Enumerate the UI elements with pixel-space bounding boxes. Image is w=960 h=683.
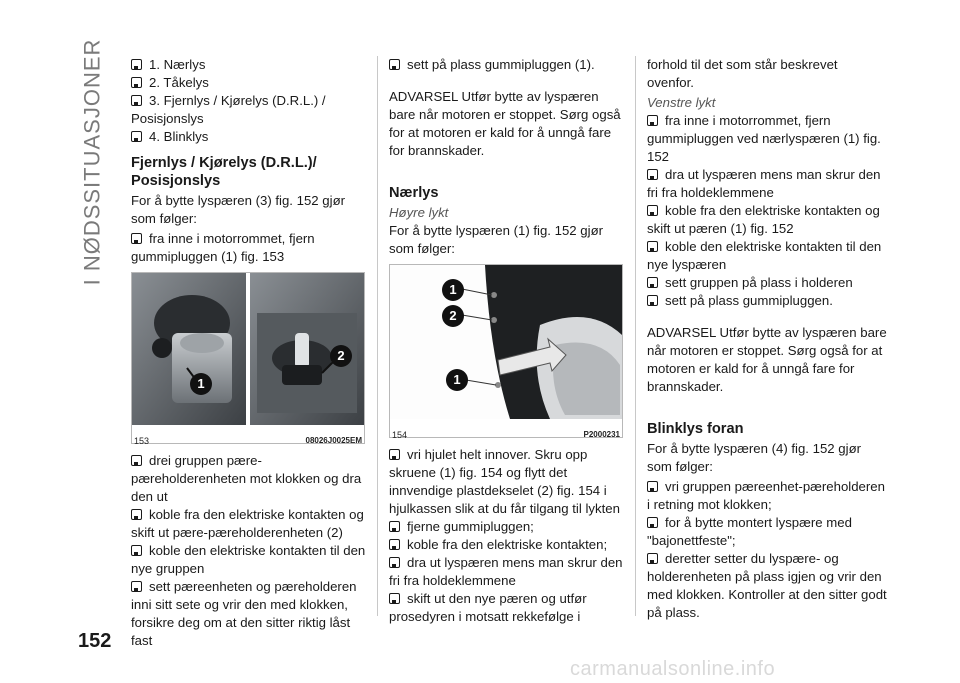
list-item: koble fra den elektriske kontakten;	[389, 536, 625, 554]
section-heading: Nærlys	[389, 185, 439, 201]
bullet-icon	[131, 545, 142, 556]
list-item: dra ut lyspæren mens man skrur den fri fra holdeklemmene	[647, 167, 881, 200]
watermark: carmanualsonline.info	[570, 658, 776, 680]
list-item: for å bytte montert lyspære med "bajonettfeste";	[647, 515, 852, 548]
list-item: fjerne gummipluggen;	[389, 518, 625, 536]
bullet-icon	[131, 581, 142, 592]
bullet-icon	[131, 95, 142, 106]
bullet-icon	[389, 539, 400, 550]
figure-caption	[390, 424, 622, 444]
bullet-icon	[647, 517, 658, 528]
figure-number: 153	[134, 436, 150, 446]
list-item: koble den elektriske kontakten til den nye gruppen	[131, 543, 366, 576]
subheading: Venstre lykt	[647, 95, 716, 110]
bullet-icon	[389, 593, 400, 604]
bullet-icon	[647, 481, 658, 492]
list-item: 3. Fjernlys / Kjørelys (D.R.L.) / Posisjonslys	[131, 93, 326, 126]
column-divider	[635, 56, 636, 616]
bullet-icon	[647, 553, 658, 564]
figure-number: 154	[392, 430, 408, 440]
figure-code: 08026J0025EM	[305, 436, 362, 445]
bullet-icon	[647, 295, 658, 306]
list-item: 1. Nærlys	[131, 56, 367, 74]
page-number: 152	[78, 630, 112, 652]
column-1	[131, 56, 367, 650]
bullet-icon	[647, 115, 658, 126]
bullet-icon	[389, 521, 400, 532]
list-item: sett pæreenheten og pæreholderen inni sitt sete og vrir den med klokken, forsikre deg om at den sitter riktig låst fast	[131, 579, 357, 648]
bullet-icon	[647, 169, 658, 180]
list-item: vri hjulet helt innover. Skru opp skruene (1) fig. 154 og flytt det innvendige plastdekselet (2) fig. 154 i hjulkassen slik at du får tilgang til lykten	[389, 447, 620, 516]
list-item: 4. Blinklys	[131, 128, 367, 146]
section-heading: Blinklys foran	[647, 421, 744, 437]
figure-callout: 2	[330, 345, 352, 367]
list-item: drei gruppen pære-pæreholderenheten mot klokken og dra den ut	[131, 453, 362, 504]
bullet-icon	[131, 233, 142, 244]
figure-154	[389, 264, 623, 438]
list-item: dra ut lyspæren mens man skrur den fri fra holdeklemmene	[389, 555, 623, 588]
bullet-icon	[647, 241, 658, 252]
intro-text: For å bytte lyspæren (3) fig. 152 gjør som følger:	[131, 193, 346, 226]
figure-code: P2000231	[583, 430, 620, 439]
list-item: koble den elektriske kontakten til den nye lyspæren	[647, 239, 882, 272]
bullet-icon	[131, 455, 142, 466]
list-item: sett på plass gummipluggen (1).	[389, 56, 625, 74]
bullet-icon	[647, 277, 658, 288]
figure-callout: 1	[442, 279, 464, 301]
intro-text: For å bytte lyspæren (4) fig. 152 gjør som følger:	[647, 441, 862, 474]
list-item: vri gruppen pæreenhet-pæreholderen i retning mot klokken;	[647, 479, 885, 512]
list-item: sett på plass gummipluggen.	[647, 292, 887, 310]
list-item: fra inne i motorrommet, fjern gummipluggen ved nærlyspæren (1) fig. 152	[647, 113, 881, 164]
bullet-icon	[389, 557, 400, 568]
list-item: fra inne i motorrommet, fjern gummipluggen (1) fig. 153	[131, 231, 315, 264]
column-3	[647, 56, 887, 622]
list-item: deretter setter du lyspære- og holderenheten på plass igjen og vrir den med klokken. Kontroller at den sitter godt på plass.	[647, 551, 887, 620]
figure-caption	[132, 430, 364, 450]
figure-callout: 1	[190, 373, 212, 395]
column-divider	[377, 56, 378, 616]
list-item: koble fra den elektriske kontakten og skift ut pære-pæreholderenheten (2)	[131, 507, 364, 540]
warning-text: ADVARSEL Utfør bytte av lyspæren bare når motoren er stoppet. Sørg også for at motoren er kald for å unngå fare for brannskader.	[647, 325, 887, 394]
warning-text: ADVARSEL Utfør bytte av lyspæren bare når motoren er stoppet. Sørg også for at motoren er kald for å unngå fare for brannskader.	[389, 89, 621, 158]
intro-text: For å bytte lyspæren (1) fig. 152 gjør som følger:	[389, 223, 604, 256]
column-2	[389, 56, 625, 626]
section-heading: Fjernlys / Kjørelys (D.R.L.)/ Posisjonslys	[131, 155, 317, 189]
list-item: skift ut den nye pæren og utfør prosedyren i motsatt rekkefølge i	[389, 591, 587, 624]
continued-text: forhold til det som står beskrevet ovenfor.	[647, 57, 838, 90]
bullet-icon	[131, 131, 142, 142]
bullet-icon	[131, 59, 142, 70]
wheel-arch-image	[390, 265, 622, 419]
list-item: 2. Tåkelys	[131, 74, 367, 92]
figure-callout: 1	[446, 369, 468, 391]
bullet-icon	[131, 77, 142, 88]
section-side-tab	[79, 38, 104, 286]
figure-153	[131, 272, 365, 444]
bullet-icon	[389, 449, 400, 460]
figure-callout: 2	[442, 305, 464, 327]
subheading: Høyre lykt	[389, 205, 449, 220]
bullet-icon	[131, 509, 142, 520]
bullet-icon	[389, 59, 400, 70]
section-title: I NØDSSITUASJONER	[79, 38, 104, 286]
list-item: koble fra den elektriske kontakten og skift ut pæren (1) fig. 152	[647, 203, 880, 236]
list-item: sett gruppen på plass i holderen	[647, 274, 887, 292]
bullet-icon	[647, 205, 658, 216]
engine-bay-image	[132, 273, 364, 425]
